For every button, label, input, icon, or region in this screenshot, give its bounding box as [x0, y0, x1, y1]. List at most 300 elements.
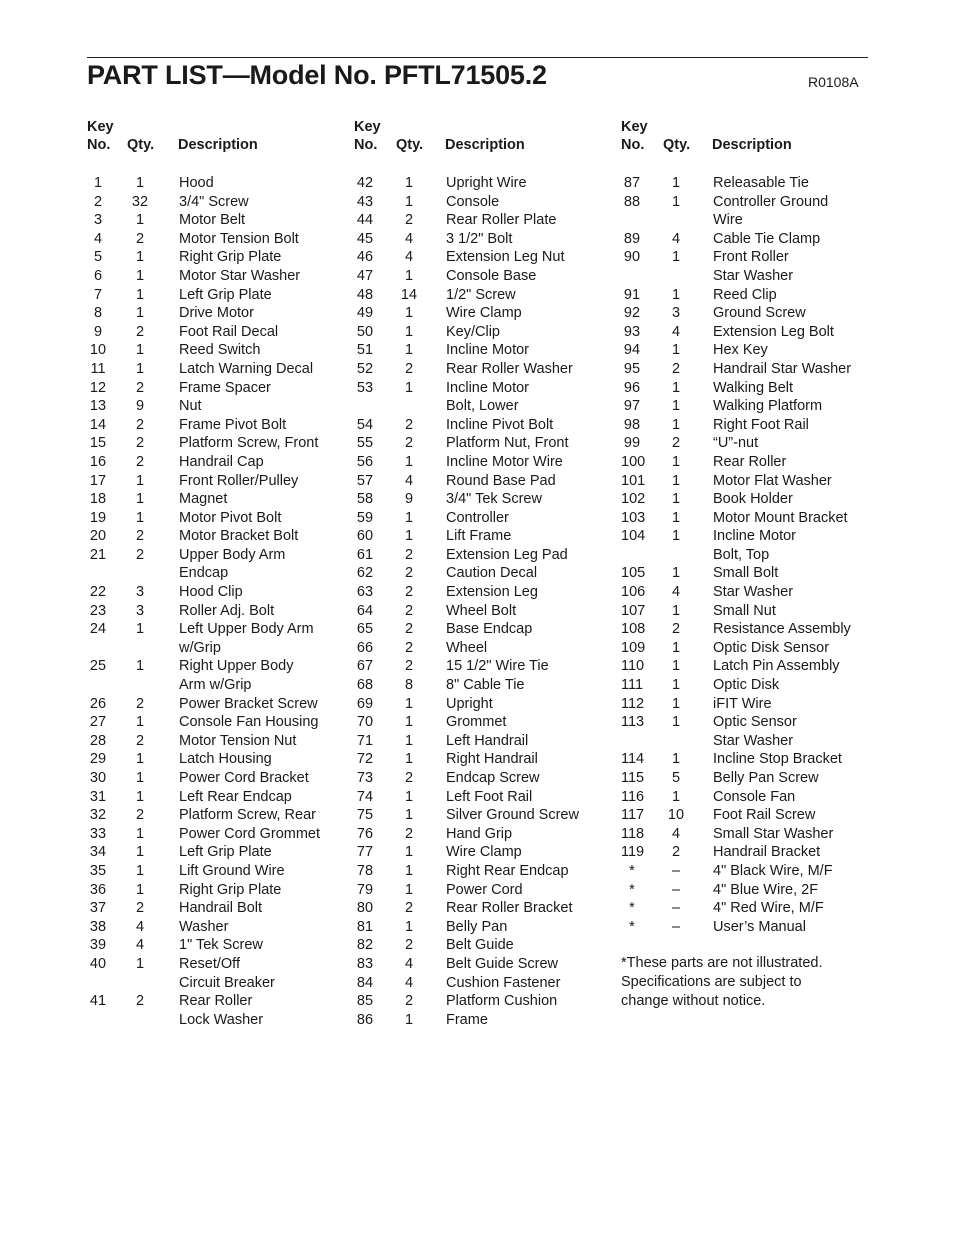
header-qty: Qty. — [663, 137, 691, 153]
part-row — [621, 899, 881, 918]
part-row — [621, 453, 881, 472]
quantity: 1 — [404, 323, 414, 340]
part-row — [354, 676, 614, 695]
part-description: Bolt, Top — [713, 546, 770, 563]
key-number: 66 — [356, 639, 374, 656]
part-row — [354, 267, 614, 286]
quantity: 2 — [404, 639, 414, 656]
part-description: Incline Motor — [713, 528, 797, 545]
part-row — [621, 434, 881, 453]
part-row — [621, 806, 881, 825]
key-number: 31 — [89, 788, 107, 805]
part-description: Rear Roller — [713, 453, 787, 470]
part-row — [354, 825, 614, 844]
part-description: Console — [446, 193, 500, 210]
part-description: Optic Disk Sensor — [713, 639, 830, 656]
quantity: 8 — [404, 677, 414, 694]
quantity: 1 — [671, 565, 681, 582]
key-number: 25 — [89, 658, 107, 675]
part-description: Walking Belt — [713, 379, 794, 396]
key-number: 32 — [89, 807, 107, 824]
key-number: 45 — [356, 230, 374, 247]
part-row — [621, 323, 881, 342]
part-row — [87, 490, 347, 509]
key-number: 103 — [621, 509, 646, 526]
quantity: – — [671, 862, 681, 879]
part-description: Left Grip Plate — [179, 844, 272, 861]
part-row — [87, 323, 347, 342]
part-description: Base Endcap — [446, 621, 533, 638]
part-row — [354, 248, 614, 267]
part-description: Star Washer — [713, 732, 794, 749]
part-description: Motor Bracket Bolt — [179, 528, 299, 545]
quantity: 4 — [671, 825, 681, 842]
part-description: Power Cord Bracket — [179, 770, 309, 786]
part-row — [621, 509, 881, 528]
part-row — [354, 936, 614, 955]
quantity: 2 — [404, 658, 414, 675]
part-row — [354, 174, 614, 193]
part-row — [87, 732, 347, 751]
part-description: Round Base Pad — [446, 472, 556, 489]
part-row — [354, 695, 614, 714]
footnote-line: change without notice. — [621, 993, 766, 1010]
part-description: Lock Washer — [179, 1011, 264, 1028]
quantity: 1 — [671, 472, 681, 489]
key-number: 11 — [90, 360, 106, 377]
quantity: 1 — [404, 305, 414, 322]
quantity: 1 — [404, 379, 414, 396]
key-number: 84 — [356, 974, 374, 991]
part-description: Grommet — [446, 714, 507, 731]
key-number: 87 — [623, 175, 641, 191]
quantity: 1 — [135, 305, 145, 322]
quantity: 1 — [671, 751, 681, 768]
part-description: Hex Key — [713, 342, 768, 359]
quantity: 1 — [135, 825, 145, 842]
part-row — [87, 434, 347, 453]
part-row — [621, 304, 881, 323]
quantity: 1 — [135, 342, 145, 359]
part-row — [621, 230, 881, 249]
part-description: Controller — [446, 509, 509, 526]
quantity: 1 — [671, 695, 681, 712]
quantity: 1 — [404, 862, 414, 879]
part-row — [87, 955, 347, 974]
quantity: 1 — [135, 955, 145, 972]
part-description: Platform Cushion — [446, 993, 558, 1010]
part-row — [354, 843, 614, 862]
part-row — [621, 918, 881, 937]
quantity: 1 — [135, 509, 145, 526]
parts-column-2 — [354, 118, 614, 1029]
part-description: Console Fan — [713, 788, 796, 805]
part-description: Left Foot Rail — [446, 788, 533, 805]
part-row — [621, 620, 881, 639]
part-row — [621, 397, 881, 416]
part-description: Nut — [179, 398, 202, 415]
key-number: 39 — [89, 937, 107, 954]
key-number: 62 — [356, 565, 374, 582]
part-description: Latch Housing — [179, 751, 272, 768]
key-number: 8 — [93, 305, 103, 322]
part-description: Endcap Screw — [446, 770, 540, 786]
part-description: 3 1/2" Bolt — [446, 230, 513, 247]
part-description: w/Grip — [179, 639, 221, 656]
part-description: Upright — [446, 695, 493, 712]
key-number: 95 — [623, 360, 641, 377]
quantity: 1 — [671, 788, 681, 805]
quantity: 1 — [135, 286, 145, 303]
part-row — [354, 806, 614, 825]
key-number: 20 — [89, 528, 107, 545]
key-number: 78 — [356, 862, 374, 879]
key-number: 112 — [621, 695, 645, 712]
key-number: * — [629, 881, 635, 898]
key-number: 44 — [356, 212, 374, 229]
quantity: 2 — [135, 323, 145, 340]
key-number: 10 — [89, 342, 107, 359]
part-row — [354, 286, 614, 305]
key-number: 74 — [356, 788, 374, 805]
part-row — [354, 732, 614, 751]
quantity: 1 — [135, 621, 145, 638]
part-description: Washer — [179, 918, 229, 935]
key-number: 52 — [356, 360, 374, 377]
quantity: 4 — [671, 584, 681, 601]
key-number: 56 — [356, 453, 374, 470]
quantity: 2 — [671, 360, 681, 377]
quantity: 1 — [404, 807, 414, 824]
part-description: Motor Pivot Bolt — [179, 509, 282, 526]
key-number: 17 — [89, 472, 107, 489]
part-description: Extension Leg Nut — [446, 249, 565, 266]
header-qty: Qty. — [127, 137, 155, 153]
part-row — [621, 341, 881, 360]
key-number: 70 — [356, 714, 374, 731]
part-row — [621, 639, 881, 658]
quantity: 1 — [671, 379, 681, 396]
part-row — [87, 899, 347, 918]
part-description: Rear Roller Bracket — [446, 900, 573, 917]
part-description: Platform Nut, Front — [446, 435, 569, 452]
key-number: 108 — [621, 621, 646, 638]
key-number: 14 — [89, 416, 107, 433]
key-number: 36 — [89, 881, 107, 898]
part-description: 1" Tek Screw — [179, 937, 263, 954]
quantity: 1 — [671, 342, 681, 359]
key-number: 27 — [89, 714, 107, 731]
part-description: Motor Belt — [179, 212, 246, 229]
key-number: 28 — [89, 732, 107, 749]
key-number: 34 — [89, 844, 107, 861]
key-number: 94 — [623, 342, 641, 359]
quantity: 2 — [671, 435, 681, 452]
quantity: 1 — [404, 788, 414, 805]
quantity: 2 — [135, 546, 145, 563]
quantity: 2 — [135, 453, 145, 470]
part-description: Lift Frame — [446, 528, 512, 545]
part-description: Silver Ground Screw — [446, 807, 579, 824]
part-description: Releasable Tie — [713, 175, 809, 191]
key-number: 35 — [89, 862, 107, 879]
key-number: 24 — [89, 621, 107, 638]
key-number: 2 — [93, 193, 103, 210]
quantity: 1 — [404, 509, 414, 526]
part-description: Cable Tie Clamp — [713, 230, 821, 247]
key-number: 101 — [621, 472, 646, 489]
key-number: 51 — [356, 342, 374, 359]
key-number: 15 — [89, 435, 107, 452]
key-number: 5 — [93, 249, 103, 266]
part-description: Wheel — [446, 639, 488, 656]
part-row — [621, 546, 881, 565]
quantity: 1 — [404, 751, 414, 768]
part-row — [621, 769, 881, 788]
document-code: R0108A — [808, 74, 859, 90]
part-description: Drive Motor — [179, 305, 254, 322]
header-no: No. — [621, 137, 645, 153]
part-row — [87, 174, 347, 193]
part-description: Power Cord Grommet — [179, 825, 321, 842]
part-row — [621, 211, 881, 230]
part-description: Wire — [713, 212, 743, 229]
part-row — [621, 360, 881, 379]
part-row — [354, 546, 614, 565]
part-description: User’s Manual — [713, 918, 806, 935]
key-number: 104 — [621, 528, 646, 545]
quantity: 2 — [404, 584, 414, 601]
quantity: 1 — [404, 695, 414, 712]
key-number: 110 — [621, 658, 645, 675]
part-row — [87, 267, 347, 286]
part-description: Belt Guide — [446, 937, 514, 954]
key-number: 75 — [356, 807, 374, 824]
part-description: Foot Rail Screw — [713, 807, 816, 824]
quantity: 1 — [404, 193, 414, 210]
part-row — [354, 416, 614, 435]
key-number: 85 — [356, 993, 374, 1010]
part-row — [87, 806, 347, 825]
quantity: 4 — [404, 955, 414, 972]
part-description: Incline Motor — [446, 379, 530, 396]
key-number: 71 — [356, 732, 374, 749]
part-description: Extension Leg Pad — [446, 546, 568, 563]
part-description: Wire Clamp — [446, 844, 522, 861]
key-number: 7 — [93, 286, 103, 303]
key-number: 73 — [356, 770, 374, 786]
part-row — [354, 769, 614, 788]
key-number: 98 — [623, 416, 641, 433]
key-number: 118 — [621, 825, 645, 842]
part-description: 3/4" Screw — [179, 193, 249, 210]
quantity: 1 — [404, 175, 414, 191]
quantity: 1 — [671, 639, 681, 656]
part-description: Extension Leg — [446, 584, 538, 601]
quantity: 2 — [404, 993, 414, 1010]
part-row — [354, 657, 614, 676]
quantity: 1 — [671, 491, 681, 508]
part-description: Frame — [446, 1011, 488, 1028]
part-row — [621, 472, 881, 491]
key-number: 21 — [89, 546, 107, 563]
key-number: 69 — [356, 695, 374, 712]
key-number: 1 — [93, 175, 103, 191]
key-number: 79 — [356, 881, 374, 898]
part-description: Bolt, Lower — [446, 398, 519, 415]
key-number: 54 — [356, 416, 374, 433]
quantity: 2 — [135, 993, 145, 1010]
part-row — [87, 527, 347, 546]
quantity: 14 — [400, 286, 418, 303]
quantity: 1 — [135, 175, 145, 191]
part-row — [87, 379, 347, 398]
quantity: 1 — [671, 398, 681, 415]
part-description: Controller Ground — [713, 193, 829, 210]
key-number: 64 — [356, 602, 374, 619]
quantity: 2 — [135, 900, 145, 917]
part-row — [87, 695, 347, 714]
quantity: 1 — [135, 658, 145, 675]
key-number: * — [629, 862, 635, 879]
column-header — [354, 118, 614, 164]
part-description: Hand Grip — [446, 825, 513, 842]
part-row — [354, 564, 614, 583]
footnote-line: *These parts are not illustrated. — [621, 955, 823, 972]
key-number: 50 — [356, 323, 374, 340]
part-row — [621, 676, 881, 695]
quantity: 2 — [404, 900, 414, 917]
quantity: 2 — [404, 770, 414, 786]
key-number: 29 — [89, 751, 107, 768]
part-description: Handrail Bracket — [713, 844, 821, 861]
quantity: 1 — [135, 770, 145, 786]
key-number: 23 — [89, 602, 107, 619]
part-description: Hood — [179, 175, 214, 191]
part-row — [354, 360, 614, 379]
part-row — [354, 974, 614, 993]
quantity: 1 — [671, 714, 681, 731]
part-description: Foot Rail Decal — [179, 323, 279, 340]
header-description: Description — [178, 137, 258, 153]
key-number: 82 — [356, 937, 374, 954]
quantity: 1 — [671, 658, 681, 675]
part-description: Left Upper Body Arm — [179, 621, 314, 638]
part-row — [354, 620, 614, 639]
part-row — [87, 620, 347, 639]
part-row — [87, 992, 347, 1011]
key-number: 13 — [89, 398, 107, 415]
part-row — [87, 546, 347, 565]
quantity: 4 — [404, 974, 414, 991]
quantity: 2 — [135, 379, 145, 396]
quantity: 2 — [404, 416, 414, 433]
quantity: 1 — [404, 714, 414, 731]
part-description: Wheel Bolt — [446, 602, 517, 619]
part-description: Cushion Fastener — [446, 974, 561, 991]
quantity: 1 — [671, 453, 681, 470]
part-description: Motor Star Washer — [179, 267, 301, 284]
quantity: 1 — [404, 1011, 414, 1028]
part-description: Belly Pan Screw — [713, 770, 819, 786]
quantity: 1 — [671, 286, 681, 303]
quantity: 2 — [135, 416, 145, 433]
key-number: 67 — [356, 658, 374, 675]
part-description: Rear Roller Plate — [446, 212, 557, 229]
quantity: 9 — [135, 398, 145, 415]
part-description: Reed Clip — [713, 286, 777, 303]
part-description: Handrail Cap — [179, 453, 264, 470]
part-description: Platform Screw, Rear — [179, 807, 316, 824]
part-row — [87, 918, 347, 937]
part-row — [621, 657, 881, 676]
part-description: Extension Leg Bolt — [713, 323, 834, 340]
part-description: 15 1/2" Wire Tie — [446, 658, 549, 675]
quantity: 3 — [135, 602, 145, 619]
quantity: 1 — [671, 175, 681, 191]
quantity: 4 — [404, 249, 414, 266]
part-description: Belly Pan — [446, 918, 508, 935]
part-description: Front Roller — [713, 249, 789, 266]
part-description: Front Roller/Pulley — [179, 472, 299, 489]
part-row — [621, 825, 881, 844]
part-description: Star Washer — [713, 267, 794, 284]
part-row — [87, 881, 347, 900]
part-row — [354, 583, 614, 602]
part-description: Upper Body Arm — [179, 546, 286, 563]
key-number: 38 — [89, 918, 107, 935]
key-number: 81 — [356, 918, 374, 935]
part-row — [87, 248, 347, 267]
part-row — [354, 453, 614, 472]
part-description: Small Bolt — [713, 565, 779, 582]
quantity: 4 — [404, 230, 414, 247]
part-row — [621, 193, 881, 212]
header-key: Key — [354, 119, 381, 135]
quantity: 1 — [404, 267, 414, 284]
key-number: 58 — [356, 491, 374, 508]
key-number: 60 — [356, 528, 374, 545]
key-number: 72 — [356, 751, 374, 768]
part-row — [621, 695, 881, 714]
part-row — [621, 713, 881, 732]
part-row — [354, 602, 614, 621]
key-number: * — [629, 918, 635, 935]
key-number: 80 — [356, 900, 374, 917]
key-number: 83 — [356, 955, 374, 972]
part-description: Frame Spacer — [179, 379, 271, 396]
part-row — [621, 732, 881, 751]
quantity: 4 — [135, 918, 145, 935]
quantity: 1 — [404, 732, 414, 749]
part-description: Upright Wire — [446, 175, 527, 191]
part-row — [354, 1011, 614, 1030]
part-description: Rear Roller Washer — [446, 360, 573, 377]
quantity: 2 — [404, 825, 414, 842]
key-number: 99 — [623, 435, 641, 452]
key-number: 4 — [93, 230, 103, 247]
key-number: 106 — [621, 584, 646, 601]
key-number: 107 — [621, 602, 646, 619]
part-description: Roller Adj. Bolt — [179, 602, 275, 619]
part-row — [354, 881, 614, 900]
key-number: 116 — [621, 788, 645, 805]
key-number: 49 — [356, 305, 374, 322]
part-description: Caution Decal — [446, 565, 538, 582]
header-no: No. — [87, 137, 111, 153]
parts-column-1 — [87, 118, 347, 1029]
key-number: 30 — [89, 770, 107, 786]
